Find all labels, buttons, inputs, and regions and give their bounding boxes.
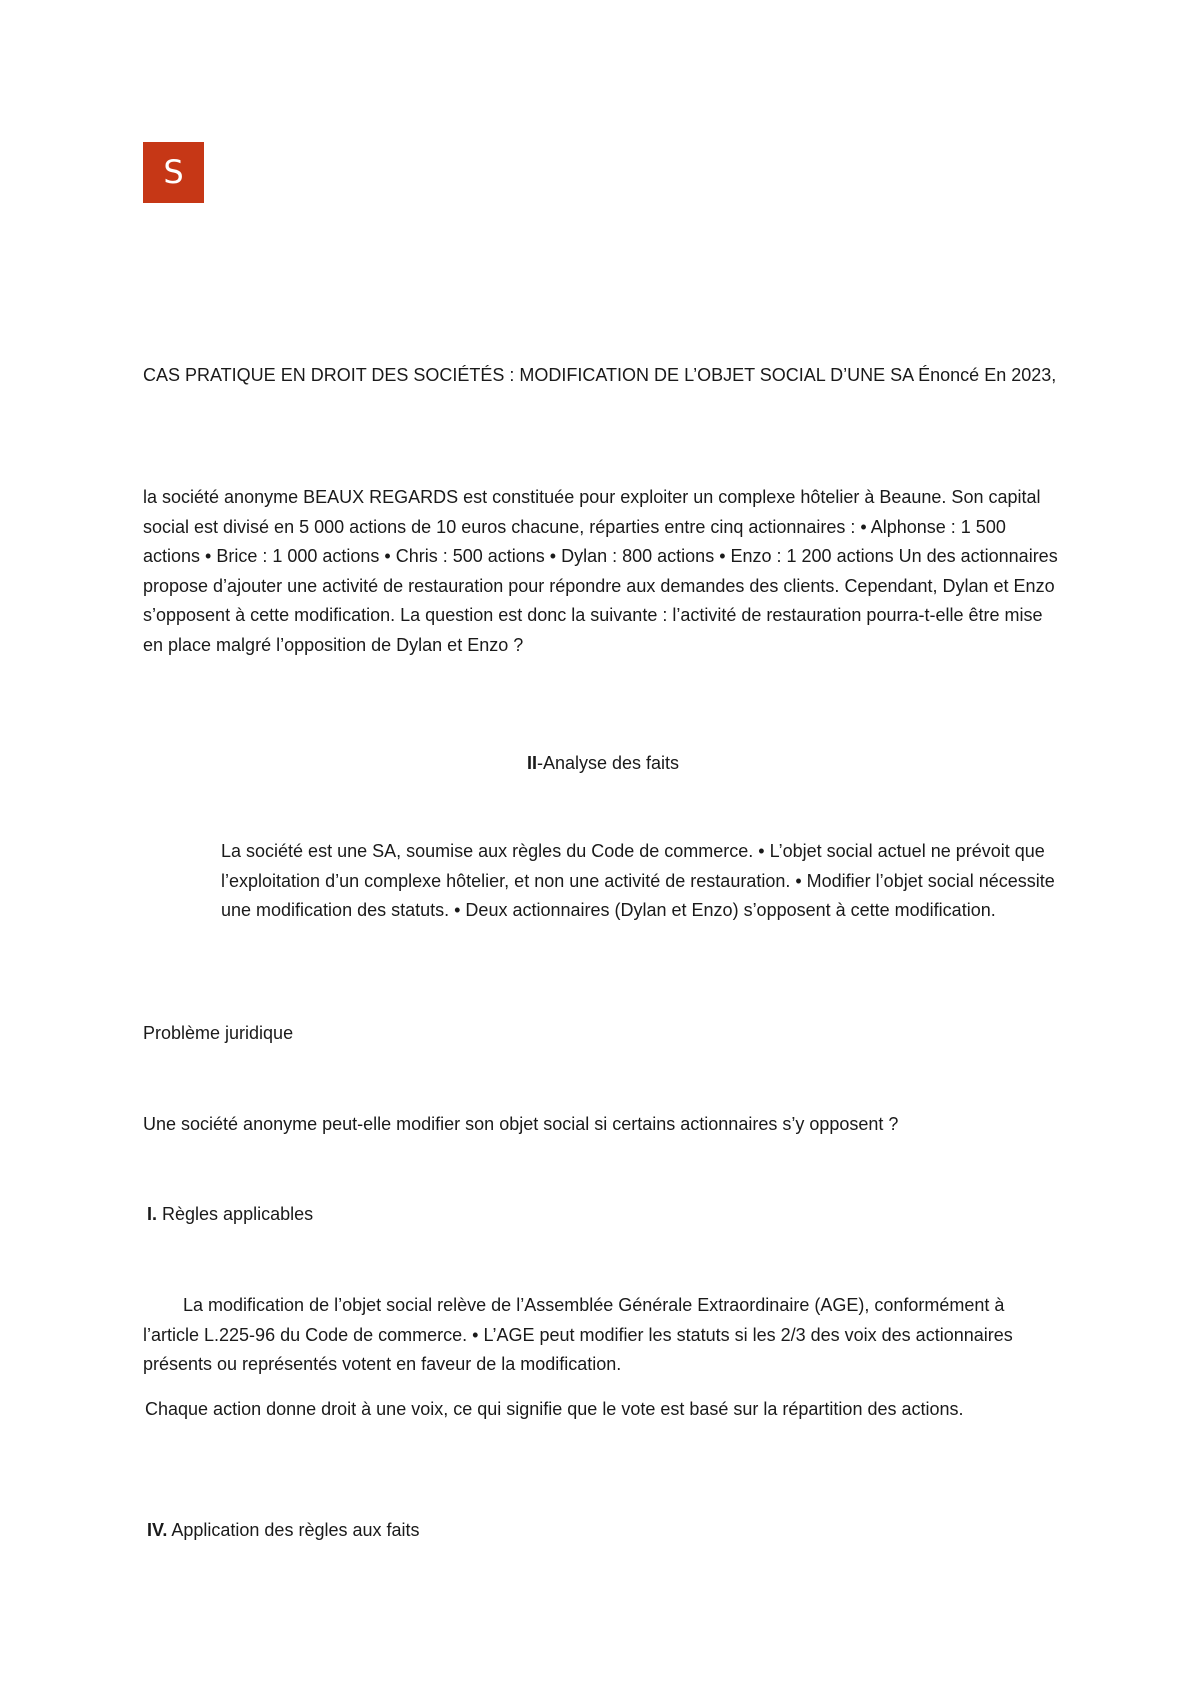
faits-paragraph: La société est une SA, soumise aux règles du Code de commerce. • L’objet social actuel ne prévoit que l’exploitation d’un complexe hôtelier, et non une activité de restauration. • Modifier l’objet social nécessite une modification des statuts. • Deux actionnaires (Dylan et Enzo) s’opposent à cette modification. [221,841,1055,920]
section-title: -Analyse des faits [536,753,680,773]
logo-letter: S [163,153,184,191]
section-title: Règles applicables [157,1204,314,1224]
regles-paragraph-1: La modification de l’objet social relève de l’Assemblée Générale Extraordinaire (AGE), conformément à l’article L.225-96 du Code de commerce. • L’AGE peut modifier les statuts si les 2/3 des voix des actionnaires présents ou représentés votent en faveur de la modification. [143,1295,1013,1374]
enonce-paragraph: la société anonyme BEAUX REGARDS est constituée pour exploiter un complexe hôtelier à Beaune. Son capital social est divisé en 5 000 actions de 10 euros chacune, réparties entre cinq actionnaires : • Alphonse : 1 500 actions • Brice : 1 000 actions • Chris : 500 actions • Dylan : 800 actions • Enzo : 1 200 actions Un des actionnaires propose d’ajouter une activité de restauration pour répondre aux demandes des clients. Cependant, Dylan et Enzo s’opposent à cette modification. La question est donc la suivante : l’activité de restauration pourra-t-elle être mise en place malgré l’opposition de Dylan et Enzo ? [143,487,1058,655]
probleme-text: Une société anonyme peut-elle modifier son objet social si certains actionnaires s’y opposent ? [143,1114,899,1134]
document-title: CAS PRATIQUE EN DROIT DES SOCIÉTÉS : MODIFICATION DE L’OBJET SOCIAL D’UNE SA Énoncé En 2023, [143,365,1057,385]
section-number: IV. [147,1520,168,1540]
document-logo-icon [143,142,204,203]
probleme-heading: Problème juridique [143,1023,294,1043]
section-heading-analyse [143,749,1063,779]
section-heading-application [147,1516,1067,1546]
section-number: II [526,753,537,773]
section-title: Application des règles aux faits [167,1520,420,1540]
section-number: I. [147,1204,158,1224]
section-heading-regles [147,1200,1067,1230]
regles-paragraph-2: Chaque action donne droit à une voix, ce qui signifie que le vote est basé sur la répartition des actions. [145,1399,964,1419]
